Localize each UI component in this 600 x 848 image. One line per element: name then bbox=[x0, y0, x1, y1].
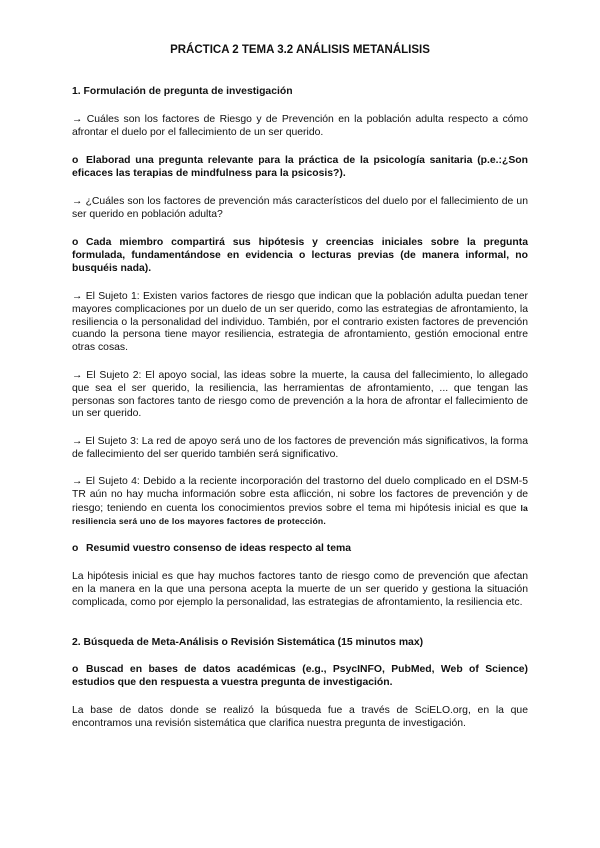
paragraph-subject-2: → El Sujeto 2: El apoyo social, las ideas sobre la muerte, la causa del fallecimiento, lo allegado que sea el ser querido, la resiliencia, las herramientas de afrontamiento, ... que tengan las personas son factores tanto de riesgo como de prevención a la hora de afrontar el fallecimiento de un ser querido. bbox=[72, 370, 528, 420]
paragraph-subject-1: → El Sujeto 1: Existen varios factores de riesgo que indican que la población adulta puedan tener mayores complicaciones por un duelo de un ser querido, como las estrategias de afrontamiento, la resiliencia o la personalidad del individuo. También, por el contrario existen factores de prevención cuando la persona tiene mayor resiliencia, estrategia de afrontamiento, gestión emocional entre otras cosas. bbox=[72, 291, 528, 354]
bullet-elaborate-question bbox=[72, 155, 528, 181]
bullet-consensus bbox=[72, 543, 528, 556]
paragraph-subject-4 bbox=[72, 476, 528, 529]
bullet-text: Cada miembro compartirá sus hipótesis y creencias iniciales sobre la pregunta formulada, fundamentándose en evidencia o lecturas previas (de manera informal, no busquéis nada). bbox=[72, 237, 528, 274]
bullet-text: Buscad en bases de datos académicas (e.g., PsycINFO, PubMed, Web of Science) estudios que den respuesta a vuestra pregunta de investigación. bbox=[72, 664, 528, 688]
paragraph-consensus: La hipótesis inicial es que hay muchos factores tanto de riesgo como de prevención que afectan en la manera en la que una persona acepta la muerte de un ser querido y gestiona la situación complicada, como por ejemplo la personalidad, las estrategias de afrontamiento, la resiliencia etc. bbox=[72, 571, 528, 608]
subject-4-text: → El Sujeto 4: Debido a la reciente incorporación del trastorno del duelo complicado en el DSM-5 TR aún no hay mucha información sobre esta aflicción, ni sobre los factores de prevención y de riesgo; teniendo en cuenta los conocimientos previos sobre el tema mi hipótesis inicial es que bbox=[72, 476, 528, 514]
bullet-mark: o bbox=[72, 237, 79, 248]
paragraph-question: → Cuáles son los factores de Riesgo y de Prevención en la población adulta respecto a cómo afrontar el duelo por el fallecimiento de un ser querido. bbox=[72, 114, 528, 138]
bullet-mark: o bbox=[72, 664, 79, 675]
bullet-mark: o bbox=[72, 543, 79, 554]
bullet-hypotheses bbox=[72, 237, 528, 275]
paragraph-search-result: La base de datos donde se realizó la búsqueda fue a través de SciELO.org, en la que encontramos una revisión sistemática que clarifica nuestra pregunta de investigación. bbox=[72, 705, 528, 729]
bullet-text: Elaborad una pregunta relevante para la práctica de la psicología sanitaria (p.e.:¿Son eficaces las terapias de mindfulness para la psicosis?). bbox=[72, 155, 528, 179]
document-title: PRÁCTICA 2 TEMA 3.2 ANÁLISIS METANÁLISIS bbox=[170, 44, 430, 56]
section-2-heading: 2. Búsqueda de Meta-Análisis o Revisión Sistemática (15 minutos max) bbox=[72, 637, 424, 648]
paragraph-subject-3: → El Sujeto 3: La red de apoyo será uno de los factores de prevención más significativos, la forma de fallecimiento del ser querido también será significativo. bbox=[72, 436, 528, 460]
paragraph-refined-question: → ¿Cuáles son los factores de prevención más característicos del duelo por el fallecimiento de un ser querido en población adulta? bbox=[72, 196, 528, 220]
bullet-text: Resumid vuestro consenso de ideas respecto al tema bbox=[86, 543, 352, 554]
section-1-heading: 1. Formulación de pregunta de investigación bbox=[72, 86, 293, 97]
bullet-search-databases bbox=[72, 664, 528, 690]
bullet-mark: o bbox=[72, 155, 79, 166]
subject-4-conclusion: la resiliencia será uno de los mayores factores de protección. bbox=[72, 502, 529, 527]
